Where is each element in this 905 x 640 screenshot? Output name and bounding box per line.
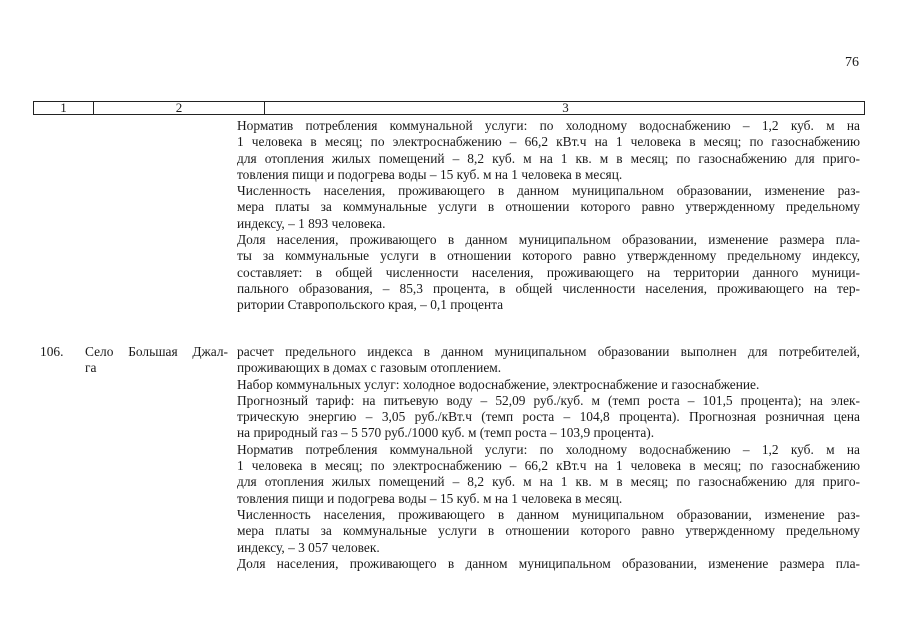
text-line: Численность населения, проживающего в данном муниципальном образовании, изменение раз-	[237, 183, 860, 199]
table-header-col-1: 1	[34, 102, 94, 114]
text-line: составляет: в общей численности населения, проживающего на территории данного муници-	[237, 264, 860, 280]
text-line: Численность населения, проживающего в данном муниципальном образовании, изменение раз-	[237, 506, 860, 522]
text-line: на природный газ – 5 570 руб./1000 куб. м (темп роста – 103,9 процента).	[237, 425, 655, 441]
text-line: 1 человека в месяц; по электроснабжению – 66,2 кВт.ч на 1 человека в месяц; по газоснабжению	[237, 134, 860, 150]
page-number: 76	[845, 55, 859, 70]
table-header-row	[33, 101, 865, 115]
continued-row-text	[237, 118, 860, 314]
text-line: Норматив потребления коммунальной услуги: по холодному водоснабжению – 1,2 куб. м на	[237, 441, 860, 457]
text-line: расчет предельного индекса в данном муниципальном образовании выполнен для потребителей,	[237, 344, 860, 359]
row-106-text	[237, 344, 860, 572]
settlement-name-line: Село Большая Джал-	[85, 344, 228, 359]
settlement-name-line: га	[85, 360, 97, 376]
text-line: пального образования, – 85,3 процента, в общей численности населения, проживающего на тер-	[237, 280, 860, 296]
text-line: ритории Ставропольского края, – 0,1 процента	[237, 297, 504, 313]
text-line: Набор коммунальных услуг: холодное водоснабжение, электроснабжение и газоснабжение.	[237, 376, 760, 392]
text-line: 1 человека в месяц; по электроснабжению – 66,2 кВт.ч на 1 человека в месяц; по газоснабжению	[237, 458, 860, 474]
text-line: Прогнозный тариф: на питьевую воду – 52,09 руб./куб. м (темп роста – 101,5 процента); на элек-	[237, 392, 860, 408]
text-line: для отопления жилых помещений – 8,2 куб. м на 1 кв. м в месяц; по газоснабжению для приго-	[237, 474, 860, 490]
text-line: Норматив потребления коммунальной услуги: по холодному водоснабжению – 1,2 куб. м на	[237, 118, 860, 133]
text-line: мера платы за коммунальные услуги в отношении которого равно утвержденному предельному	[237, 199, 860, 215]
row-number: 106.	[40, 344, 64, 359]
row-settlement-name	[85, 344, 228, 377]
text-line: ты за коммунальные услуги в отношении которого равно утвержденному предельному индексу,	[237, 248, 860, 264]
text-line: Доля населения, проживающего в данном муниципальном образовании, изменение размера пла-	[237, 232, 860, 248]
text-line: Доля населения, проживающего в данном муниципальном образовании, изменение размера пла-	[237, 555, 860, 571]
text-line: товления пищи и подогрева воды – 15 куб. м на 1 человека в месяц.	[237, 490, 623, 506]
text-line: индексу, – 1 893 человека.	[237, 215, 386, 231]
table-header-col-2: 2	[94, 102, 265, 114]
table-header-col-3: 3	[562, 100, 569, 115]
text-line: для отопления жилых помещений – 8,2 куб. м на 1 кв. м в месяц; по газоснабжению для приго-	[237, 150, 860, 166]
text-line: индексу, – 3 057 человек.	[237, 539, 380, 555]
text-line: проживающих в домах с газовым отоплением.	[237, 360, 502, 376]
text-line: трическую энергию – 3,05 руб./кВт.ч (темп роста – 104,8 процента). Прогнозная розничная цена	[237, 409, 860, 425]
text-line: мера платы за коммунальные услуги в отношении которого равно утвержденному предельному	[237, 523, 860, 539]
text-line: товления пищи и подогрева воды – 15 куб. м на 1 человека в месяц.	[237, 166, 623, 182]
